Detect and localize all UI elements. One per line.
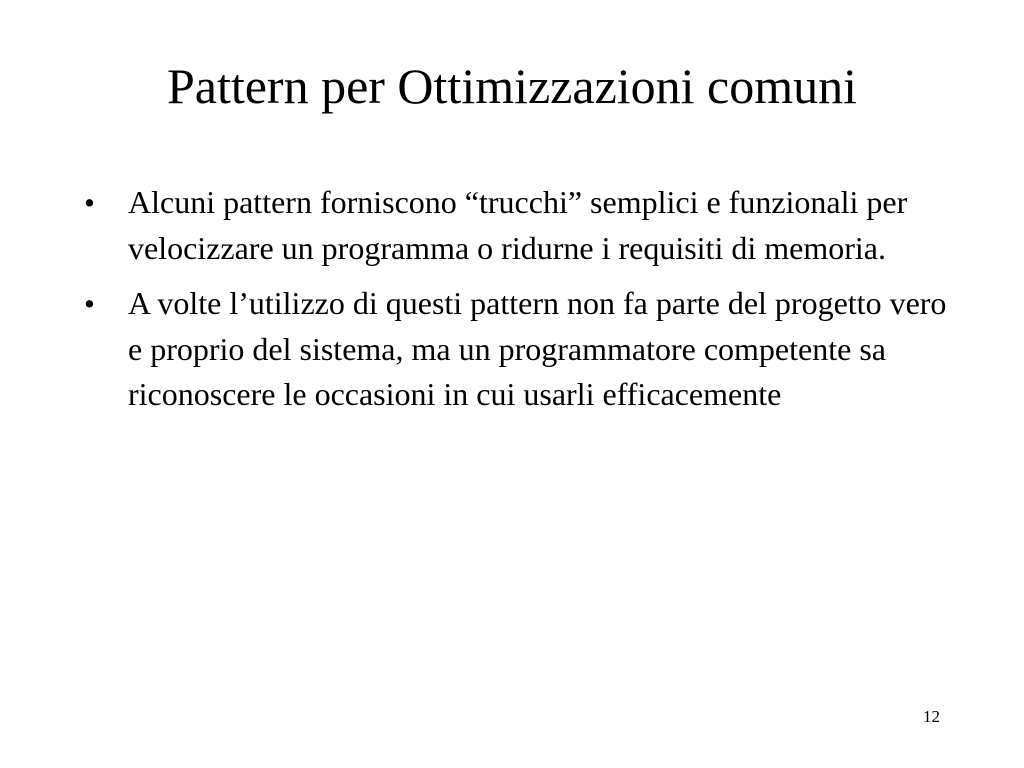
bullet-item — [82, 281, 952, 418]
bullet-list — [82, 180, 952, 428]
slide-title: Pattern per Ottimizzazioni comuni — [166, 58, 858, 114]
slide-number: 12 — [923, 707, 940, 726]
bullet-item — [82, 180, 952, 271]
bullet-icon: • — [84, 185, 95, 220]
bullet-text: Alcuni pattern forniscono “trucchi” semplici e funzionali per velocizzare un programma o ridurne i requisiti di memoria. — [128, 184, 908, 266]
bullet-icon: • — [84, 286, 95, 321]
bullet-text: A volte l’utilizzo di questi pattern non fa parte del progetto vero e proprio del sistema, ma un programmatore competente sa riconoscere le occasioni in cui usarli efficacemente — [128, 285, 947, 412]
